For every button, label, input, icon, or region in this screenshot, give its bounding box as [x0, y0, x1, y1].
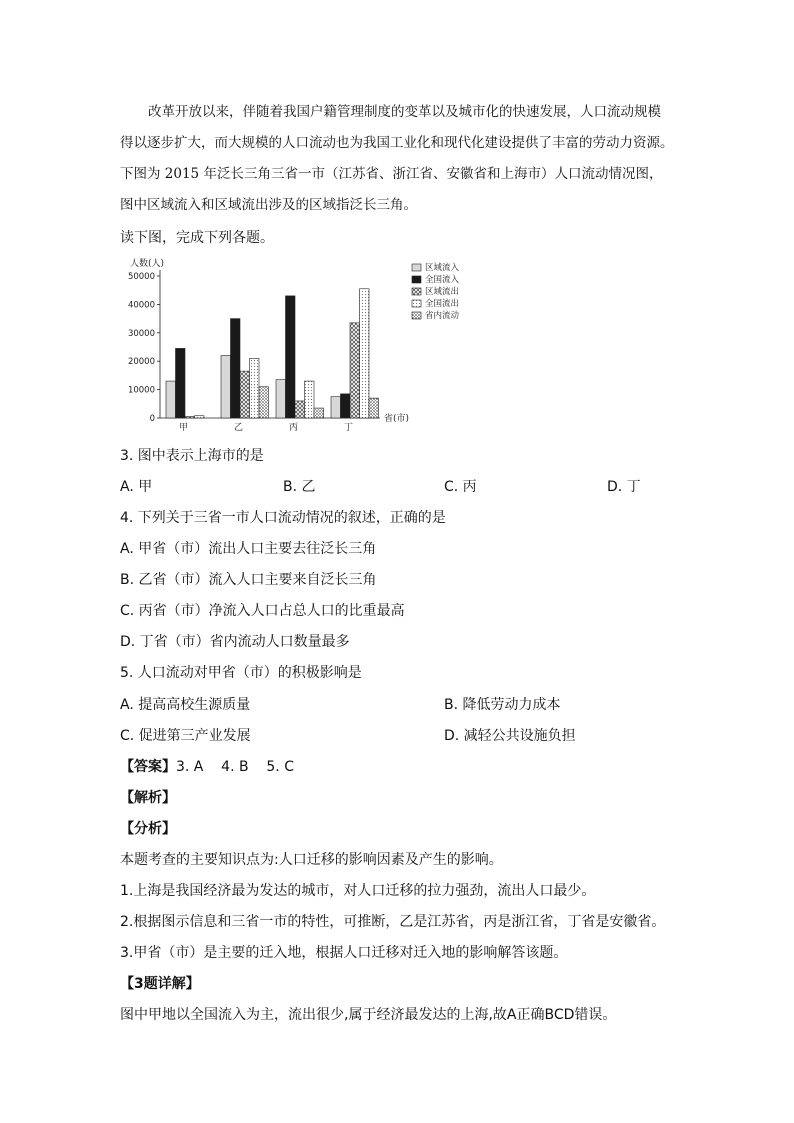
detail3-heading: 【3题详解】 [120, 976, 200, 992]
legend-label: 区域流出 [425, 287, 460, 297]
q3-option-c: C. 丙 [444, 479, 477, 495]
bar-4-4 [360, 289, 370, 418]
q5-option-a: A. 提高高校生源质量 [120, 697, 251, 713]
bar-3-3 [295, 401, 305, 418]
analysis-line-1: 1.上海是我国经济最为发达的城市，对人口迁移的拉力强劲，流出人口最少。 [120, 883, 596, 899]
y-tick-label: 50000 [127, 272, 155, 282]
intro-line-4: 图中区域流入和区域流出涉及的区域指泛长三角。 [120, 197, 417, 213]
bar-2-5 [259, 387, 269, 418]
legend-swatch [412, 264, 421, 271]
bar-3-5 [314, 408, 324, 418]
intro-line-2: 得以逐步扩大，而大规模的人口流动也为我国工业化和现代化建设提供了丰富的劳动力资源。 [120, 135, 674, 151]
bar-4-1 [331, 397, 341, 418]
q5-option-b: B. 降低劳动力成本 [444, 697, 561, 713]
bar-4-3 [350, 323, 360, 418]
q3-stem: 3. 图中表示上海市的是 [120, 448, 264, 464]
q3-option-d: D. 丁 [607, 479, 641, 495]
bar-2-1 [221, 356, 231, 418]
analysis-line-2: 2.根据图示信息和三省一市的特性，可推断，乙是江苏省，丙是浙江省，丁省是安徽省。 [120, 914, 666, 930]
analysis-line-0: 本题考查的主要知识点为:人口迁移的影响因素及产生的影响。 [120, 852, 503, 868]
intro-line-1: 改革开放以来，伴随着我国户籍管理制度的变革以及城市化的快速发展，人口流动规模 [148, 104, 661, 120]
q4-option-d: D. 丁省（市）省内流动人口数量最多 [120, 634, 350, 650]
legend-swatch [412, 288, 421, 295]
y-tick-label: 20000 [127, 357, 155, 368]
legend-label: 区域流入 [425, 263, 460, 273]
q3-option-a: A. 甲 [120, 479, 153, 495]
analysis-line-3: 3.甲省（市）是主要的迁入地，根据人口迁移对迁入地的影响解答该题。 [120, 945, 568, 961]
y-tick-label: 10000 [127, 385, 155, 396]
answer-line [120, 757, 294, 777]
answer-values: 3. A 4. B 5. C [176, 759, 294, 775]
legend-swatch [412, 276, 421, 283]
population-flow-chart [118, 254, 478, 434]
category-label: 丁 [343, 423, 354, 433]
bar-3-1 [276, 380, 286, 418]
bar-2-2 [231, 319, 241, 418]
q4-stem: 4. 下列关于三省一市人口流动情况的叙述，正确的是 [120, 510, 446, 526]
legend-label: 全国流出 [425, 299, 460, 309]
bar-2-3 [240, 371, 250, 418]
bar-1-4 [195, 416, 205, 418]
legend-label: 省内流动 [425, 311, 460, 321]
category-label: 乙 [233, 423, 244, 433]
bar-1-1 [166, 381, 176, 418]
legend-swatch [412, 300, 421, 307]
analysis-heading: 【解析】 [120, 790, 176, 806]
q5-option-d: D. 减轻公共设施负担 [444, 728, 576, 744]
q3-option-b: B. 乙 [283, 479, 316, 495]
legend-label: 全国流入 [425, 275, 460, 285]
answer-label: 【答案】 [120, 759, 176, 775]
y-tick-label: 40000 [127, 300, 155, 311]
q4-option-a: A. 甲省（市）流出人口主要去往泛长三角 [120, 541, 377, 557]
read-prompt: 读下图，完成下列各题。 [120, 230, 274, 246]
q4-option-b: B. 乙省（市）流入人口主要来自泛长三角 [120, 572, 377, 588]
bar-4-5 [369, 398, 379, 418]
bar-3-2 [286, 296, 296, 418]
y-tick-label: 30000 [127, 328, 155, 339]
intro-line-3: 下图为 2015 年泛长三角三省一市（江苏省、浙江省、安徽省和上海市）人口流动情况图， [120, 166, 663, 182]
bar-2-4 [250, 358, 260, 418]
bar-4-2 [341, 394, 351, 418]
bar-3-4 [305, 381, 315, 418]
x-axis-label: 省(市) [384, 414, 410, 424]
q5-stem: 5. 人口流动对甲省（市）的积极影响是 [120, 665, 362, 681]
category-label: 甲 [178, 423, 189, 433]
bar-1-2 [176, 348, 186, 418]
detail3-text: 图中甲地以全国流入为主，流出很少,属于经济最发达的上海,故A正确BCD错误。 [120, 1007, 617, 1023]
y-tick-label: 0 [149, 414, 155, 424]
y-axis-label: 人数(人) [130, 259, 165, 269]
bar-1-3 [185, 417, 195, 418]
q5-option-c: C. 促进第三产业发展 [120, 728, 251, 744]
q4-option-c: C. 丙省（市）净流入人口占总人口的比重最高 [120, 603, 405, 619]
category-label: 丙 [288, 423, 299, 433]
legend-swatch [412, 312, 421, 319]
fenxi-heading: 【分析】 [120, 821, 176, 837]
